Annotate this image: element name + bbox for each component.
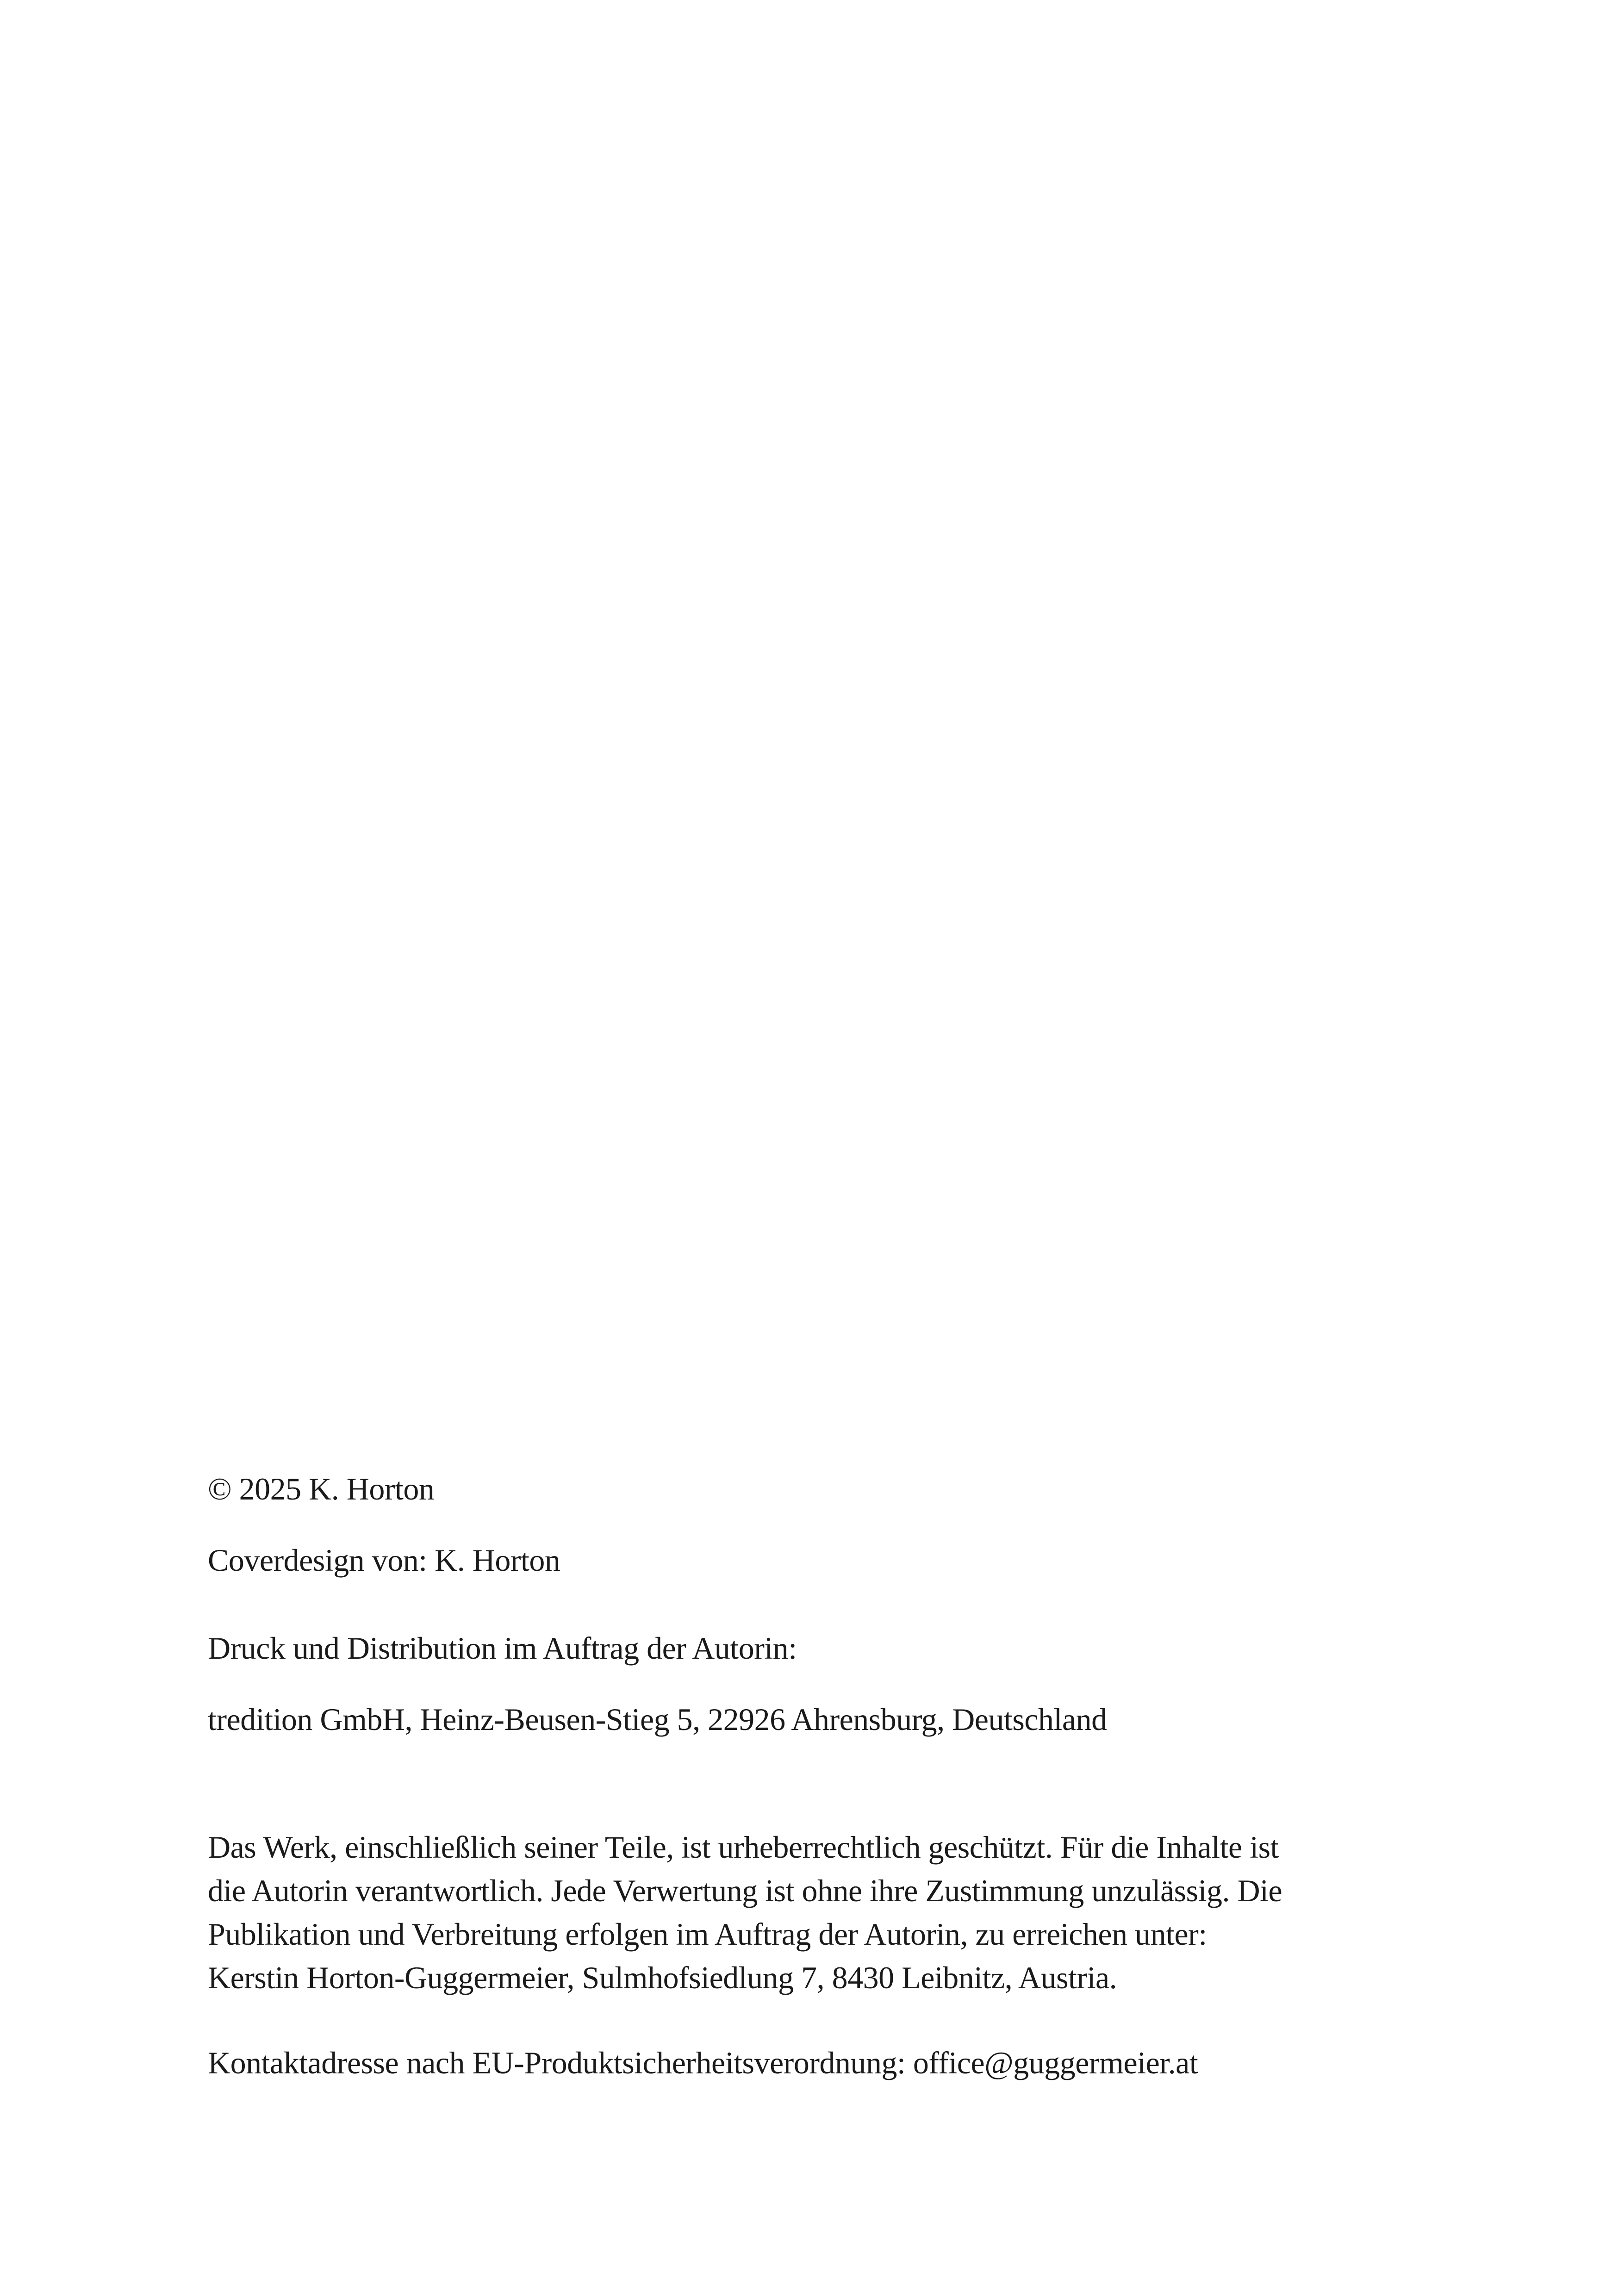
imprint-block: [208, 1467, 1411, 2084]
print-distribution-label: Druck und Distribution im Auftrag der Autorin:: [208, 1630, 797, 1666]
publisher-address: tredition GmbH, Heinz-Beusen-Stieg 5, 22926 Ahrensburg, Deutschland: [208, 1702, 1107, 1737]
legal-notice-line: die Autorin verantwortlich. Jede Verwertung ist ohne ihre Zustimmung unzulässig. Die: [208, 1873, 1282, 1908]
legal-notice-line: Kerstin Horton-Guggermeier, Sulmhofsiedlung 7, 8430 Leibnitz, Austria.: [208, 1960, 1117, 1995]
legal-notice: [208, 1825, 1411, 1999]
legal-notice-line: Publikation und Verbreitung erfolgen im Auftrag der Autorin, zu erreichen unter:: [208, 1916, 1207, 1952]
copyright-notice: © 2025 K. Horton: [208, 1471, 435, 1506]
cover-design-credit: Coverdesign von: K. Horton: [208, 1543, 560, 1578]
contact-address: Kontaktadresse nach EU-Produktsicherheitsverordnung: office@guggermeier.at: [208, 2045, 1198, 2080]
legal-notice-line: Das Werk, einschließlich seiner Teile, ist urheberrechtlich geschützt. Für die Inhalte ist: [208, 1829, 1279, 1865]
